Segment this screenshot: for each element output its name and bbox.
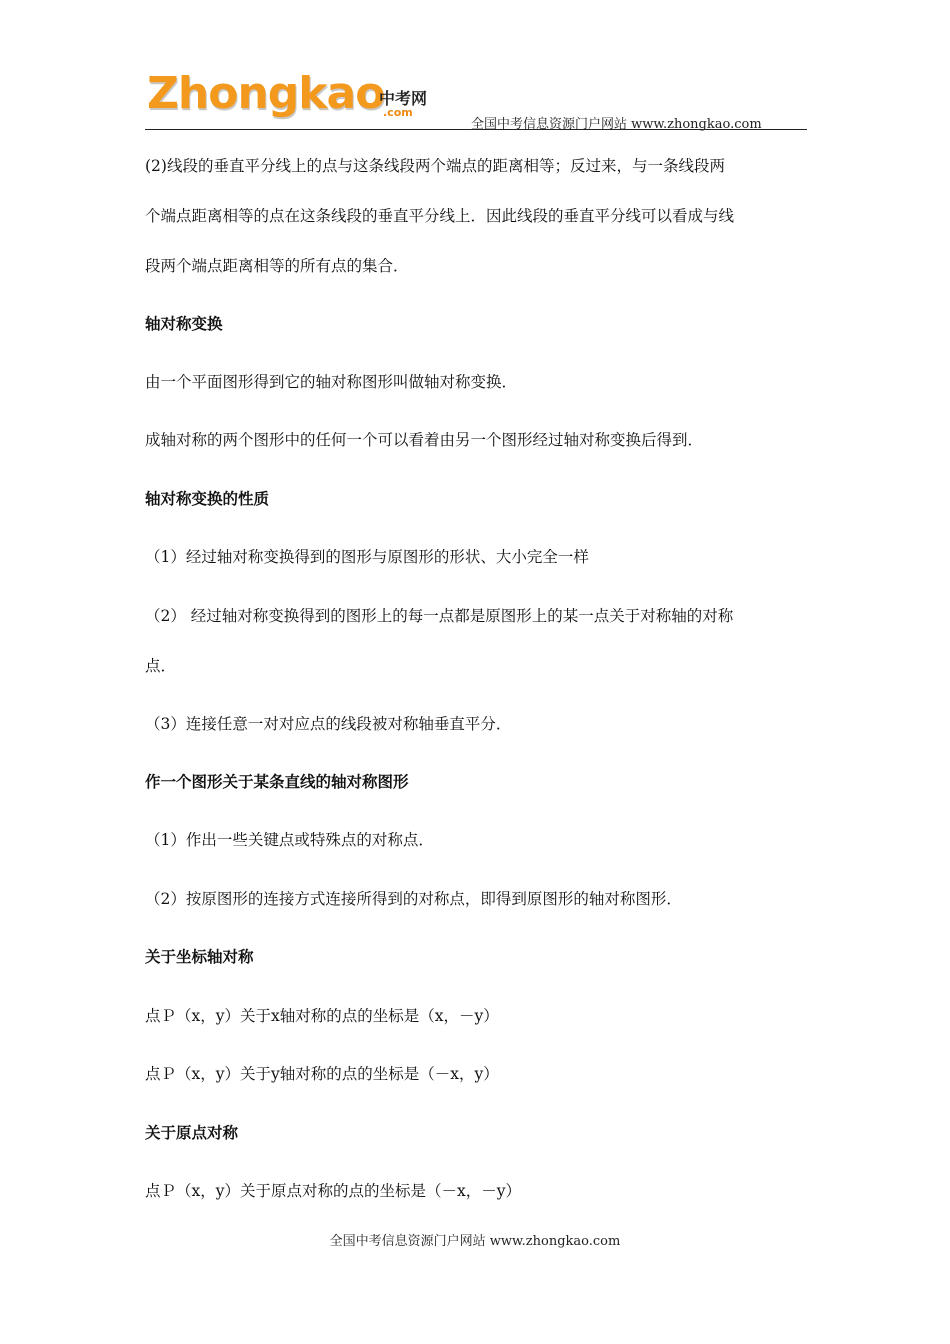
section-heading: 轴对称变换 xyxy=(145,315,223,333)
paragraph-line: 个端点距离相等的点在这条线段的垂直平分线上．因此线段的垂直平分线可以看成与线 xyxy=(145,207,735,225)
list-item: （1）作出一些关键点或特殊点的对称点． xyxy=(145,831,434,849)
logo-wordmark: Zhongkao xyxy=(147,68,385,119)
paragraph-line: 点Ｐ（x，y）关于x轴对称的点的坐标是（x，－y） xyxy=(145,1007,499,1025)
paragraph-line: 段两个端点距离相等的所有点的集合． xyxy=(145,257,409,275)
zhongkao-logo[interactable] xyxy=(145,62,435,126)
section-heading: 关于原点对称 xyxy=(145,1124,239,1142)
paragraph-line: 成轴对称的两个图形中的任何一个可以看着由另一个图形经过轴对称变换后得到． xyxy=(145,431,704,449)
logo-chinese-name: 中考网 xyxy=(379,89,428,108)
section-heading: 关于坐标轴对称 xyxy=(145,948,254,966)
page-footer: 全国中考信息资源门户网站 www.zhongkao.com xyxy=(329,1234,621,1249)
list-item: （2） 经过轴对称变换得到的图形上的每一点都是原图形上的某一点关于对称轴的对称 xyxy=(145,607,734,625)
list-item: （3）连接任意一对对应点的线段被对称轴垂直平分． xyxy=(145,715,512,733)
list-item: （2）按原图形的连接方式连接所得到的对称点，即得到原图形的轴对称图形． xyxy=(145,890,682,908)
page-header xyxy=(145,62,807,132)
paragraph-line: 点Ｐ（x，y）关于y轴对称的点的坐标是（－x，y） xyxy=(145,1065,499,1083)
section-heading: 轴对称变换的性质 xyxy=(145,490,270,508)
paragraph-line: (2)线段的垂直平分线上的点与这条线段两个端点的距离相等；反过来，与一条线段两 xyxy=(145,157,725,175)
list-item-continuation: 点． xyxy=(145,657,177,675)
header-divider xyxy=(145,129,807,130)
header-tagline: 全国中考信息资源门户网站 www.zhongkao.com xyxy=(471,117,762,132)
logo-domain-suffix: .com xyxy=(383,106,413,119)
list-item: （1）经过轴对称变换得到的图形与原图形的形状、大小完全一样 xyxy=(145,548,589,566)
paragraph-line: 点Ｐ（x，y）关于原点对称的点的坐标是（－x，－y） xyxy=(145,1182,521,1200)
section-heading: 作一个图形关于某条直线的轴对称图形 xyxy=(145,773,409,791)
paragraph-line: 由一个平面图形得到它的轴对称图形叫做轴对称变换． xyxy=(145,373,518,391)
